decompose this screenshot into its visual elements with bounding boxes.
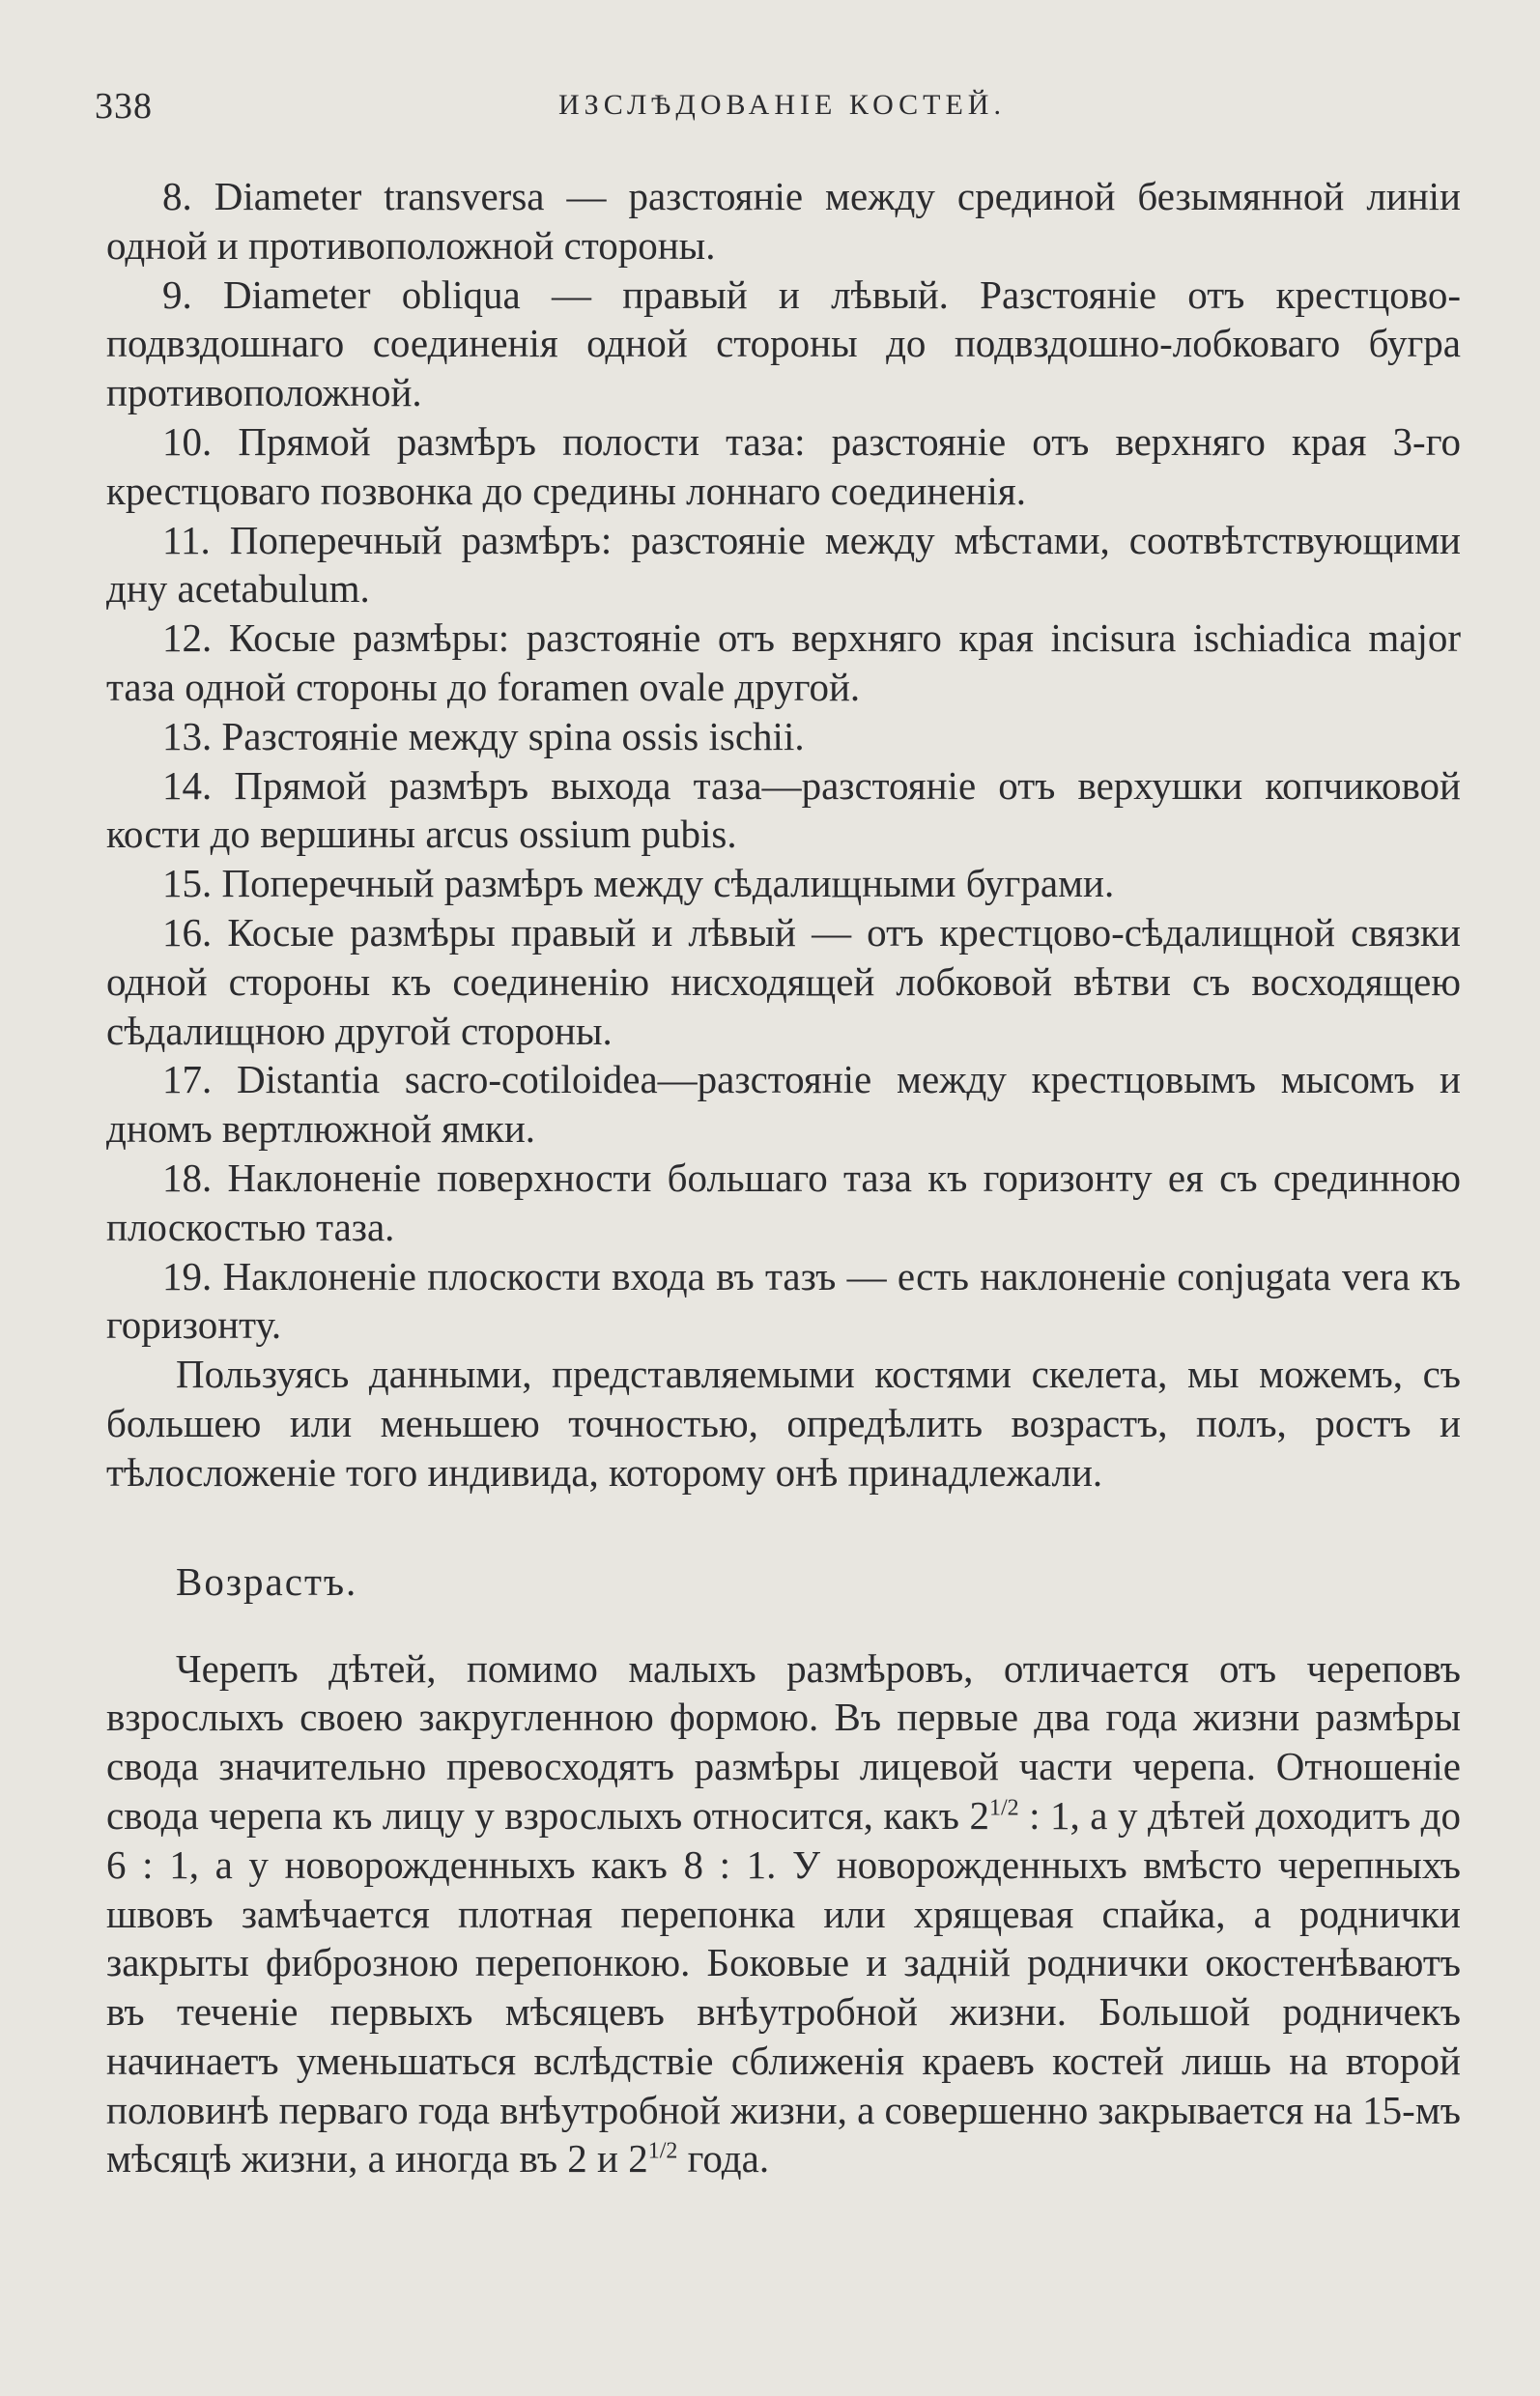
list-item: 16. Косые размѣры правый и лѣвый — отъ крестцово-сѣдалищной связки одной стороны къ соединенію нисходящей лобковой вѣтви съ восходящею сѣдалищною другой стороны. <box>106 909 1461 1053</box>
list-item: 13. Разстояніе между spina ossis ischii. <box>162 713 805 758</box>
intro-paragraph: Пользуясь данными, представляемыми костями скелета, мы можемъ, съ большею или меньшею точностью, опредѣлить возрастъ, полъ, ростъ и тѣлосложеніе того индивида, которому онѣ принадлежали. <box>106 1352 1461 1495</box>
list-item: 11. Поперечный размѣръ: разстояніе между мѣстами, соотвѣтствующими дну acetabulum. <box>106 517 1461 612</box>
running-title: ИЗСЛѢДОВАНІЕ КОСТЕЙ. <box>558 89 1006 121</box>
page-body <box>106 172 1461 2183</box>
list-item: 19. Наклоненіе плоскости входа въ тазъ — есть наклоненіе conjugata vera къ горизонту. <box>106 1253 1461 1348</box>
list-item: 8. Diameter transversa — разстояніе между срединой безымянной линіи одной и противоположной стороны. <box>106 174 1461 268</box>
list-item: 10. Прямой размѣръ полости таза: разстояніе отъ верхняго края 3-го крестцоваго позвонка до средины лоннаго соединенія. <box>106 418 1461 513</box>
list-item: 18. Наклоненіе поверхности большаго таза къ горизонту ея съ срединною плоскостью таза. <box>106 1155 1461 1249</box>
list-item: 14. Прямой размѣръ выхода таза—разстояніе отъ верхушки копчиковой кости до вершины arcus ossium pubis. <box>106 762 1461 857</box>
section-heading: Возрастъ. <box>176 1558 358 1604</box>
age-paragraph <box>106 1644 1461 2184</box>
age-text-part-1: Черепъ дѣтей, помимо малыхъ размѣровъ, отличается отъ череповъ взрослыхъ своею закругленною формою. Въ первые два года жизни размѣры свода значительно превосходятъ размѣры лицевой части черепа. Отношеніе свода черепа къ лицу у взрослыхъ относится, какъ 2 <box>106 1645 1461 1838</box>
fraction-superscript-2: 1/2 <box>647 2138 678 2164</box>
age-text-part-2: : 1, а у дѣтей доходитъ до 6 : 1, а у новорожденныхъ какъ 8 : 1. У новорожденныхъ вмѣсто черепныхъ швовъ замѣчается плотная перепонка или хрящевая спайка, а роднички закрыты фиброзною перепонкою. Боковые и задній роднички окостенѣваютъ въ теченіе первыхъ мѣсяцевъ внѣутробной жизни. Большой родничекъ начинаетъ уменьшаться вслѣдствіе сближенія краевъ костей лишь на второй половинѣ перваго года внѣутробной жизни, а совершенно закрывается на 15-мъ мѣсяцѣ жизни, а иногда въ 2 и 2 <box>106 1792 1461 2182</box>
age-text-part-3: года. <box>677 2136 770 2182</box>
list-item: 15. Поперечный размѣръ между сѣдалищными буграми. <box>162 861 1115 906</box>
list-item: 12. Косые размѣры: разстояніе отъ верхняго края incisura ischiadica major таза одной стороны до foramen ovale другой. <box>106 615 1461 709</box>
list-item: 9. Diameter obliqua — правый и лѣвый. Разстояніе отъ крестцово-подвздошнаго соединенія одной стороны до подвздошно-лобковаго бугра противоположной. <box>106 271 1461 415</box>
running-head <box>95 85 1463 131</box>
fraction-superscript-1: 1/2 <box>988 1795 1019 1821</box>
list-item: 17. Distantia sacro-cotiloidea—разстояніе между крестцовымъ мысомъ и дномъ вертлюжной ямки. <box>106 1057 1461 1152</box>
page-number: 338 <box>95 86 153 127</box>
